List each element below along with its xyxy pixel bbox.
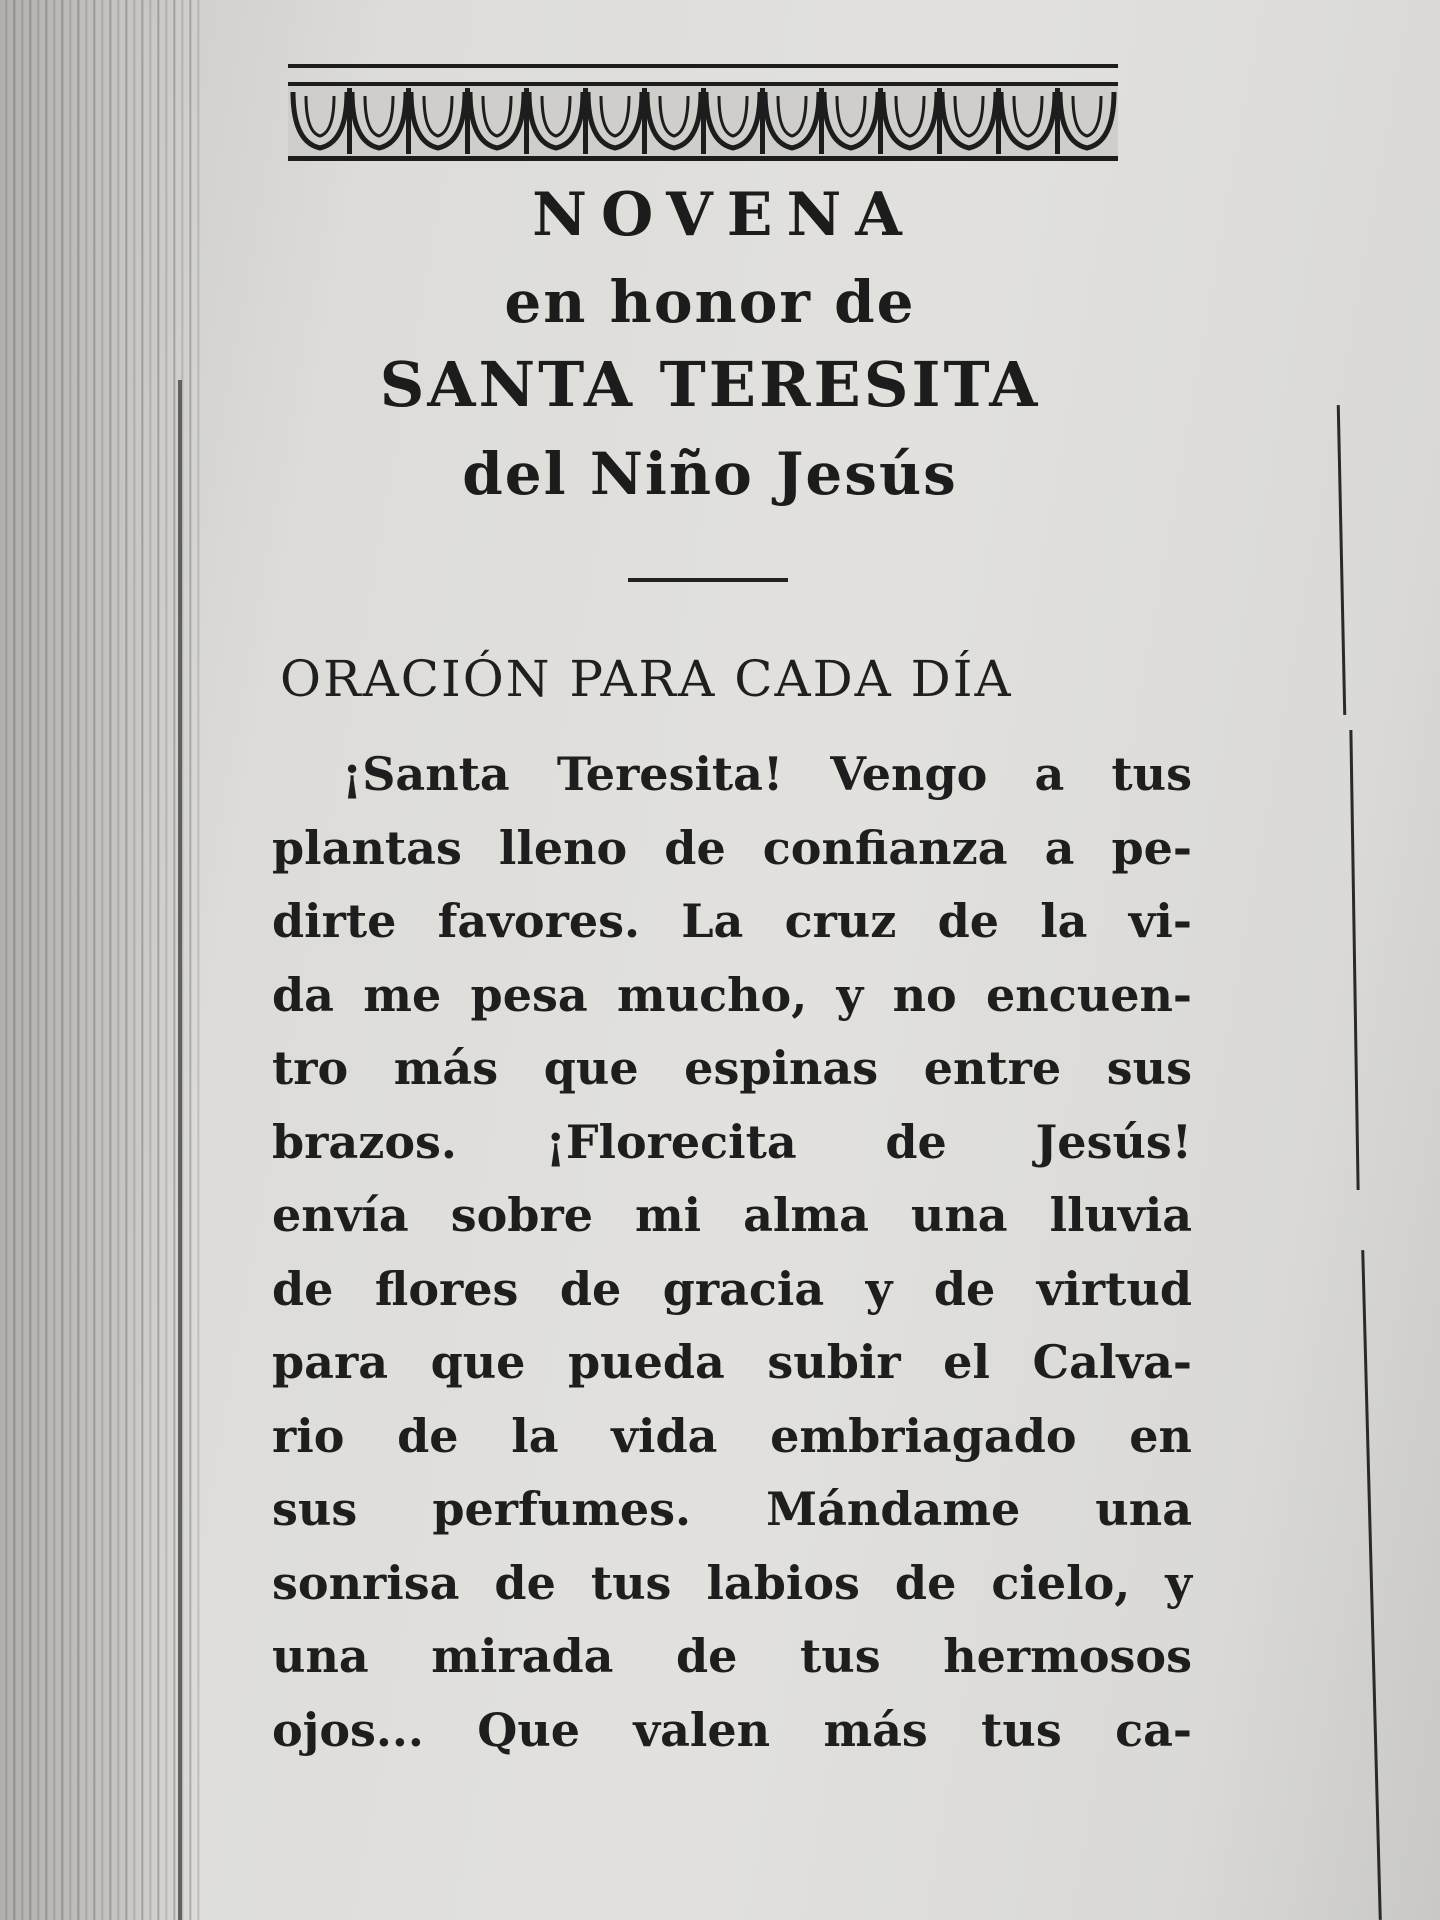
section-heading: ORACIÓN PARA CADA DÍA xyxy=(280,650,1013,708)
prayer-line: tro más que espinas entre sus xyxy=(272,1041,1192,1095)
prayer-line: de flores de gracia y de virtud xyxy=(272,1261,1192,1316)
prayer-line: para que pueda subir el Calva- xyxy=(272,1335,1192,1389)
egg-and-dart-border-icon xyxy=(288,62,1118,166)
title-santa-teresita: SANTA TERESITA xyxy=(379,348,1041,421)
title-novena: NOVENA xyxy=(532,180,916,250)
book-page-edge xyxy=(0,0,200,1920)
prayer-line: dirte favores. La cruz de la vi- xyxy=(272,894,1192,948)
prayer-line: rio de la vida embriagado en xyxy=(272,1408,1192,1463)
title-en-honor-de: en honor de xyxy=(504,268,916,336)
title-divider xyxy=(628,578,788,582)
prayer-line: sonrisa de tus labios de cielo, y xyxy=(272,1555,1192,1610)
prayer-line: brazos. ¡Florecita de Jesús! xyxy=(272,1114,1192,1169)
prayer-line: una mirada de tus hermosos xyxy=(272,1629,1192,1683)
prayer-line: envía sobre mi alma una lluvia xyxy=(272,1188,1192,1242)
prayer-body xyxy=(272,738,1192,1767)
gutter-rule xyxy=(178,380,182,1920)
prayer-line: da me pesa mucho, y no encuen- xyxy=(272,967,1192,1022)
prayer-line: ¡Santa Teresita! Vengo a tus xyxy=(342,747,1192,801)
prayer-line: plantas lleno de confianza a pe- xyxy=(272,820,1192,875)
prayer-line: sus perfumes. Mándame una xyxy=(272,1482,1192,1536)
title-del-nino-jesus: del Niño Jesús xyxy=(462,440,958,508)
prayer-line: ojos... Que valen más tus ca- xyxy=(272,1702,1192,1757)
